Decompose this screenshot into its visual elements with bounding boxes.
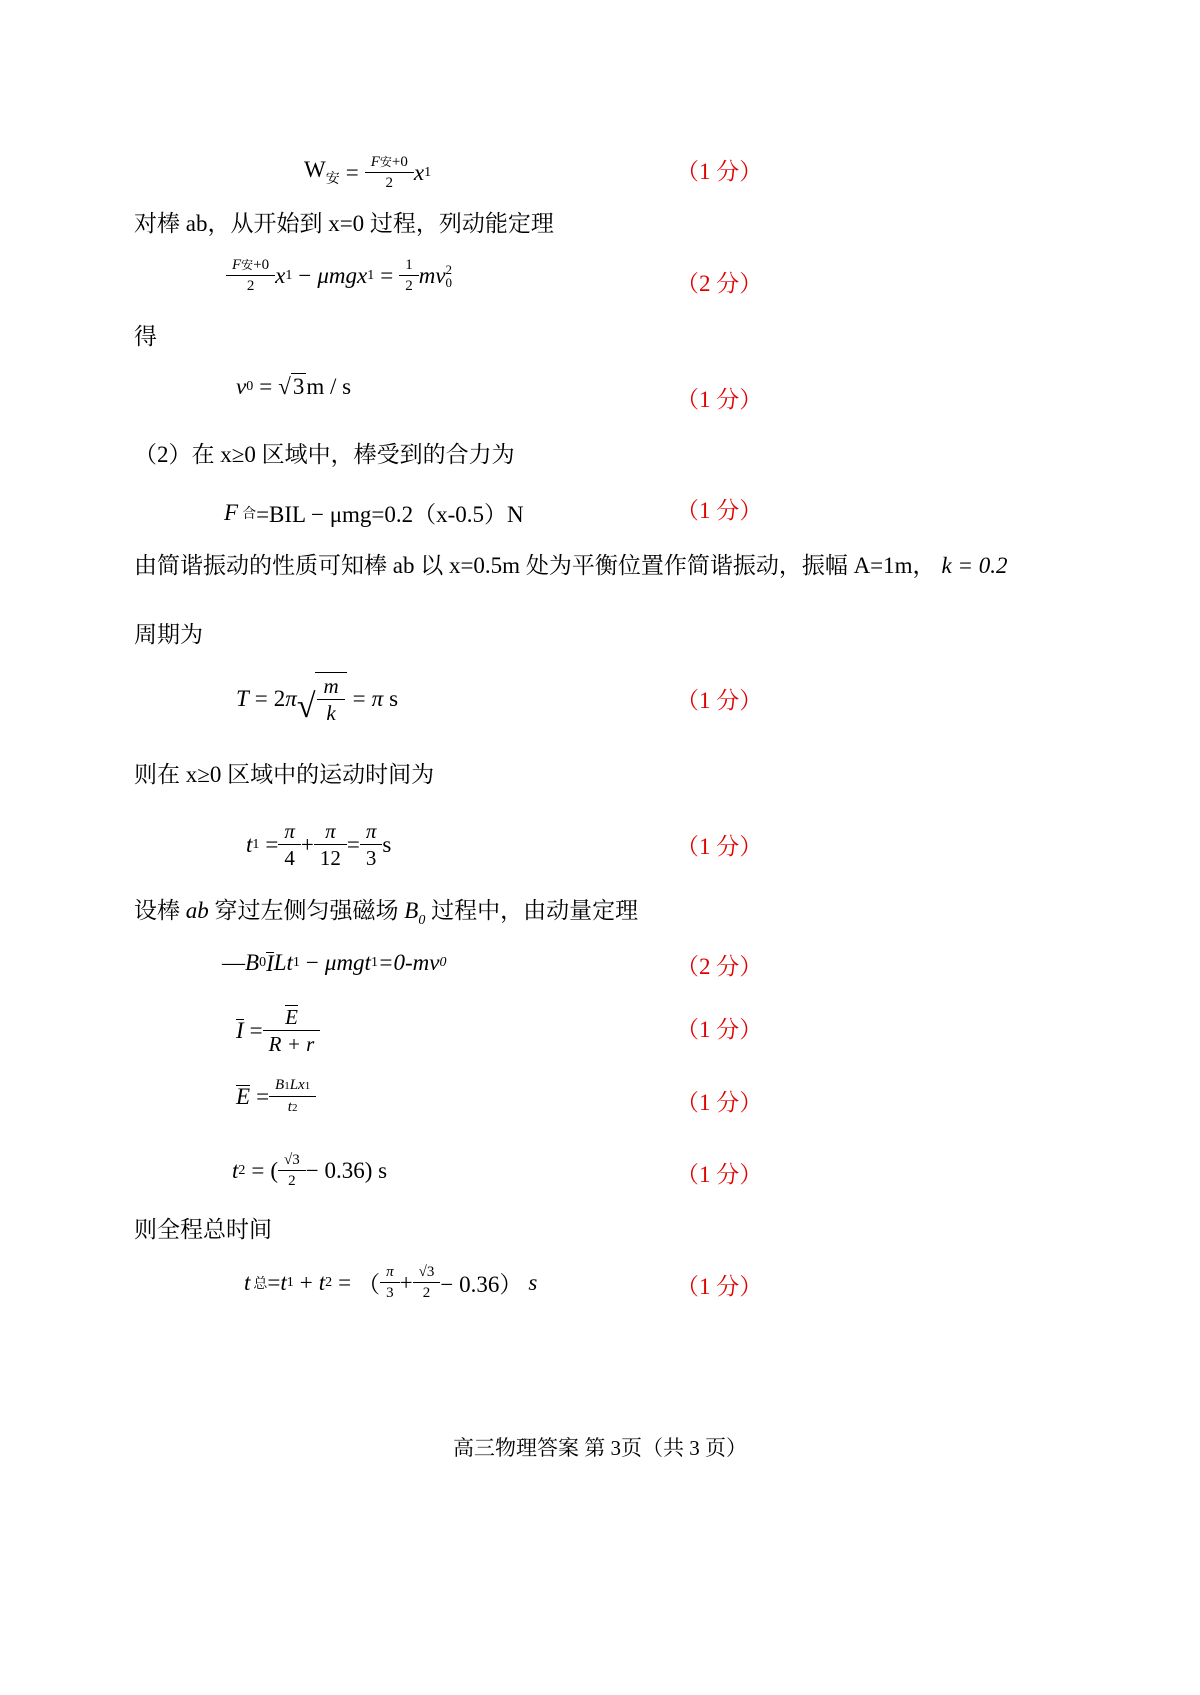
time-t2-equation: t 2 = ( $\frac{√3}{2}$ − 0.36) s: [232, 1152, 388, 1189]
paragraph-text: 由简谐振动的性质可知棒 ab 以 x=0.5m 处为平衡位置作简谐振动，振幅 A=1m， k = 0.2: [134, 553, 1008, 578]
total-time-equation: t 总 = t 1 + t 2 = （ $\frac{\pi}{3}$ + $\frac{√3}{2}$ − 0.36） s: [244, 1264, 538, 1301]
page-footer: 高三物理答案 第 3页（共 3 页）: [453, 1436, 747, 1460]
score-7: （2 分）: [676, 954, 763, 979]
net-force-equation: F 合 =BIL − μmg=0.2（x-0.5）N: [224, 496, 524, 529]
score-4: （1 分）: [676, 498, 763, 523]
score-6: （1 分）: [676, 834, 763, 859]
paragraph-text: （2）在 x≥0 区域中，棒受到的合力为: [134, 442, 515, 467]
momentum-equation: — B 0 I Lt 1 − μmgt 1 =0-mv 0: [222, 950, 447, 976]
current-equation: I = $\frac{E}{R + r}$: [236, 1004, 320, 1057]
paragraph-text: 则在 x≥0 区域中的运动时间为: [134, 762, 435, 787]
score-11: （1 分）: [676, 1274, 763, 1299]
score-2: （2 分）: [676, 271, 763, 296]
score-5: （1 分）: [676, 688, 763, 713]
period-equation: T = 2 π √ $\frac{m}{k}$ = π s: [236, 674, 399, 725]
kinetic-energy-equation: $\frac{\text{F安+0}}{2}$ x 1 − μmgx 1 = $\frac{1}{2}$ mv 2 0: [226, 255, 452, 296]
paragraph-text: 得: [134, 324, 157, 349]
score-10: （1 分）: [676, 1162, 763, 1187]
time-t1-equation: t 1 = $\frac{\pi}{4}$ + $\frac{\pi}{12}$ = $\frac{\pi}{3}$ s: [246, 819, 392, 870]
work-equation: $W_安$ = $\frac{\text{F安+0}}{2}$ x 1: [304, 154, 432, 191]
paragraph-text: 则全程总时间: [134, 1217, 272, 1242]
paragraph-text: 周期为: [134, 622, 203, 647]
paragraph-text: 对棒 ab，从开始到 x=0 过程，列动能定理: [134, 211, 554, 236]
score-1: （1 分）: [676, 159, 763, 184]
emf-equation: E = $\frac{B1Lx1}{t2}$: [236, 1075, 316, 1118]
score-8: （1 分）: [676, 1017, 763, 1042]
paragraph-text: 设棒 ab 穿过左侧匀强磁场 $B_0$ 过程中，由动量定理: [134, 898, 639, 928]
score-3: （1 分）: [676, 387, 763, 412]
score-9: （1 分）: [676, 1090, 763, 1115]
net-force-expression: =BIL − μmg=0.2（x-0.5）N: [256, 502, 524, 527]
velocity-result: v 0 = √ 3 m / s: [236, 373, 352, 399]
